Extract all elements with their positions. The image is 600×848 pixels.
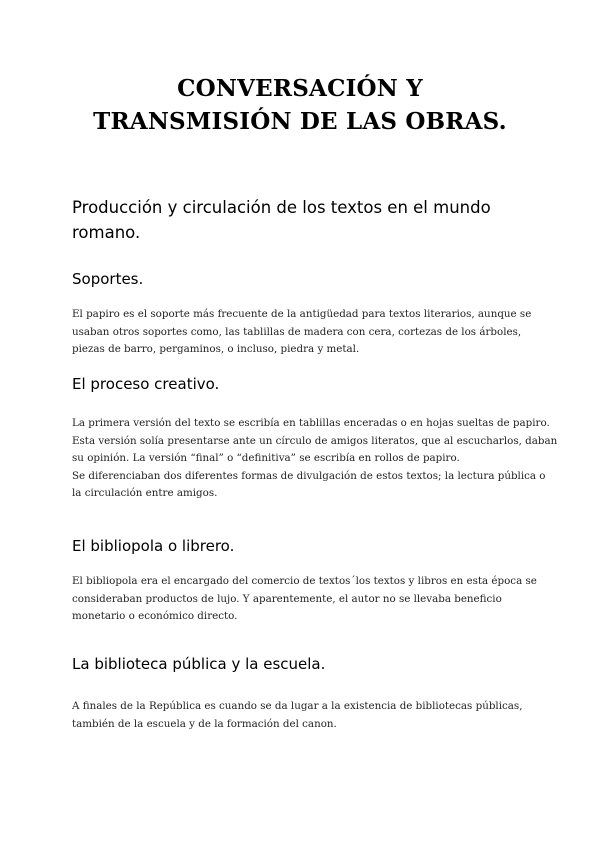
section-body-proceso-creativo bbox=[72, 415, 558, 503]
body-line: consideraban productos de lujo. Y aparentemente, el autor no se llevaba beneficio bbox=[72, 592, 502, 605]
document-title bbox=[60, 72, 540, 138]
body-line: monetario o económico directo. bbox=[72, 610, 238, 622]
body-line: La primera versión del texto se escribía en tablillas enceradas o en hojas sueltas de papiro. bbox=[72, 417, 550, 429]
section-heading-soportes: Soportes. bbox=[72, 270, 144, 288]
body-line: Esta versión solía presentarse ante un círculo de amigos literatos, que al escucharlos, daban bbox=[72, 434, 558, 447]
body-line: piezas de barro, pergaminos, o incluso, piedra y metal. bbox=[72, 343, 360, 355]
section-body-bibliopola bbox=[72, 573, 537, 626]
subtitle-line: romano. bbox=[72, 223, 141, 242]
body-line: su opinión. La versión “final” o “definitiva” se escribía en rollos de papiro. bbox=[72, 452, 460, 464]
body-line: también de la escuela y de la formación del canon. bbox=[72, 717, 337, 730]
body-line: la circulación entre amigos. bbox=[72, 487, 218, 499]
body-line: A finales de la República es cuando se da lugar a la existencia de bibliotecas públicas, bbox=[72, 700, 523, 712]
body-line: usaban otros soportes como, las tablillas de madera con cera, cortezas de los árboles, bbox=[72, 325, 522, 338]
body-line: Se diferenciaban dos diferentes formas de divulgación de estos textos; la lectura pública o bbox=[72, 469, 546, 482]
subtitle-line: Producción y circulación de los textos en el mundo bbox=[72, 198, 491, 217]
section-body-soportes bbox=[72, 306, 532, 359]
section-body-biblioteca bbox=[72, 698, 532, 733]
section-heading-biblioteca: La biblioteca pública y la escuela. bbox=[72, 655, 326, 673]
title-line: CONVERSACIÓN Y bbox=[177, 75, 423, 102]
body-line: El papiro es el soporte más frecuente de la antigüedad para textos literarios, aunque se bbox=[72, 308, 532, 320]
section-heading-bibliopola: El bibliopola o librero. bbox=[72, 537, 235, 555]
document-subtitle bbox=[72, 195, 512, 245]
section-heading-proceso-creativo: El proceso creativo. bbox=[72, 375, 220, 393]
title-line: TRANSMISIÓN DE LAS OBRAS. bbox=[93, 108, 507, 135]
body-line: El bibliopola era el encargado del comercio de textos´los textos y libros en esta época se bbox=[72, 575, 537, 587]
